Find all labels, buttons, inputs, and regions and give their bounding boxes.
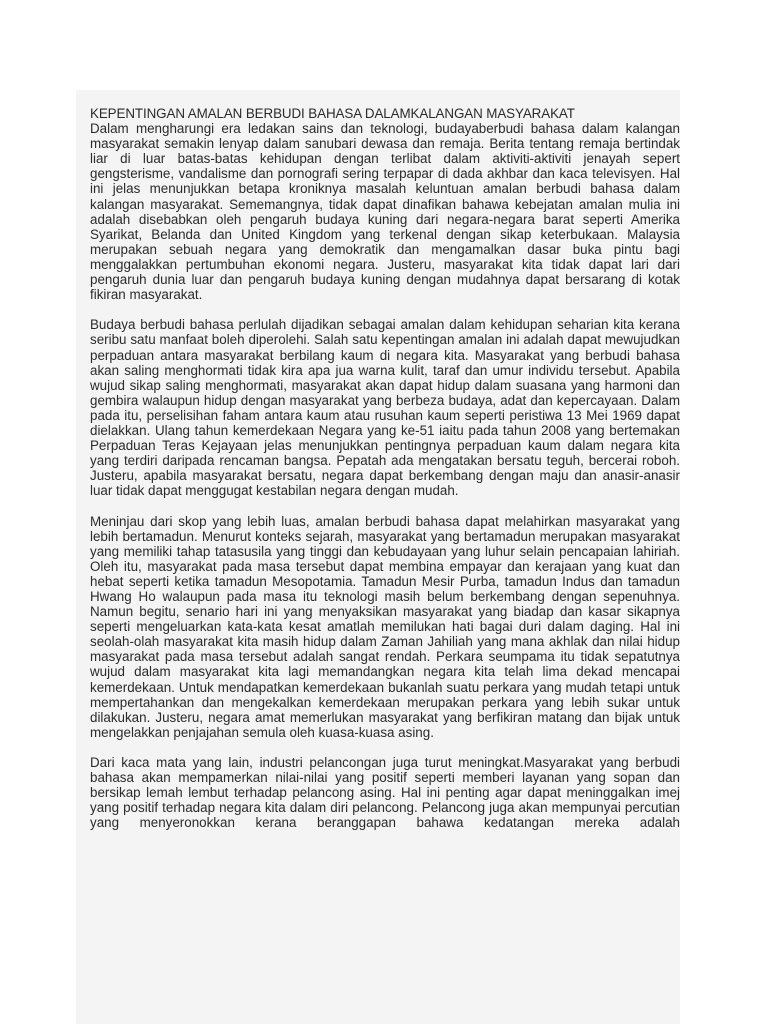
document-page: [76, 90, 680, 1024]
essay-title: KEPENTINGAN AMALAN BERBUDI BAHASA DALAMKALANGAN MASYARAKAT: [90, 106, 575, 121]
essay-text: [90, 106, 680, 846]
paragraph-2: Budaya berbudi bahasa perlulah dijadikan sebagai amalan dalam kehidupan seharian kita kerana seribu satu manfaat boleh diperolehi. Salah satu kepentingan amalan ini adalah dapat mewujudkan perpaduan antara masyarakat berbilang kaum di negara kita. Masyarakat yang berbudi bahasa akan saling menghormati tidak kira apa jua warna kulit, taraf dan umur individu tersebut. Apabila wujud sikap saling menghormati, masyarakat akan dapat hidup dalam suasana yang harmoni dan gembira walaupun hidup dengan masyarakat yang berbeza budaya, adat dan kepercayaan. Dalam pada itu, perselisihan faham antara kaum atau rusuhan kaum seperti peristiwa 13 Mei 1969 dapat dielakkan. Ulang tahun kemerdekaan Negara yang ke-51 iaitu pada tahun 2008 yang bertemakan Perpaduan Teras Kejayaan jelas menunjukkan pentingnya perpaduan kaum dalam negara kita yang terdiri daripada rencaman bangsa. Pepatah ada mengatakan bersatu teguh, bercerai roboh. Justeru, apabila masyarakat bersatu, negara dapat berkembang dengan maju dan anasir-anasir luar tidak dapat menggugat kestabilan negara dengan mudah.: [90, 317, 680, 499]
paragraph-1: Dalam mengharungi era ledakan sains dan teknologi, budayaberbudi bahasa dalam kalangan masyarakat semakin lenyap dalam sanubari dewasa dan remaja. Berita tentang remaja bertindak liar di luar batas-batas kehidupan dengan terlibat dalam aktiviti-aktiviti jenayah sepert gengsterisme, vandalisme dan pornografi sering terpapar di dada akhbar dan kaca televisyen. Hal ini jelas menunjukkan betapa kroniknya masalah keluntuan amalan berbudi bahasa dalam kalangan masyarakat. Sememangnya, tidak dapat dinafikan bahawa kebejatan amalan mulia ini adalah disebabkan oleh pengaruh budaya kuning dari negara-negara barat seperti Amerika Syarikat, Belanda dan United Kingdom yang terkenal dengan sikap keterbukaan. Malaysia merupakan sebuah negara yang demokratik dan mengamalkan dasar buka pintu bagi menggalakkan pertumbuhan ekonomi negara. Justeru, masyarakat kita tidak dapat lari dari pengaruh dunia luar dan pengaruh budaya kuning dengan mudahnya dapat bersarang di kotak fikiran masyarakat.: [90, 121, 680, 303]
paragraph-3: Meninjau dari skop yang lebih luas, amalan berbudi bahasa dapat melahirkan masyarakat yang lebih bertamadun. Menurut konteks sejarah, masyarakat yang bertamadun merupakan masyarakat yang memiliki tahap tatasusila yang tinggi dan kebudayaan yang luhur selain pencapaian lahiriah. Oleh itu, masyarakat pada masa tersebut dapat membina empayar dan kerajaan yang kuat dan hebat seperti ketika tamadun Mesopotamia. Tamadun Mesir Purba, tamadun Indus dan tamadun Hwang Ho walaupun pada masa itu teknologi masih belum berkembang dengan sepenuhnya. Namun begitu, senario hari ini yang menyaksikan masyarakat yang biadap dan kasar sikapnya seperti mengeluarkan kata-kata kesat amatlah memilukan hati bagai duri dalam daging. Hal ini seolah-olah masyarakat kita masih hidup dalam Zaman Jahiliah yang mana akhlak dan nilai hidup masyarakat pada masa tersebut adalah sangat rendah. Perkara seumpama itu tidak sepatutnya wujud dalam masyarakat kita lagi memandangkan negara kita telah lima dekad mencapai kemerdekaan. Untuk mendapatkan kemerdekaan bukanlah suatu perkara yang mudah tetapi untuk mempertahankan dan mengekalkan kemerdekaan merupakan perkara yang lebih sukar untuk dilakukan. Justeru, negara amat memerlukan masyarakat yang berfikiran matang dan bijak untuk mengelakkan penjajahan semula oleh kuasa-kuasa asing.: [90, 513, 680, 740]
paragraph-4: Dari kaca mata yang lain, industri pelancongan juga turut meningkat.Masyarakat yang berbudi bahasa akan mempamerkan nilai-nilai yang positif seperti memberi layanan yang sopan dan bersikap lemah lembut terhadap pelancong asing. Hal ini penting agar dapat meninggalkan imej yang positif terhadap negara kita dalam diri pelancong. Pelancong juga akan mempunyai percutian yang menyeronokkan kerana beranggapan bahawa kedatangan mereka adalah: [90, 755, 680, 831]
